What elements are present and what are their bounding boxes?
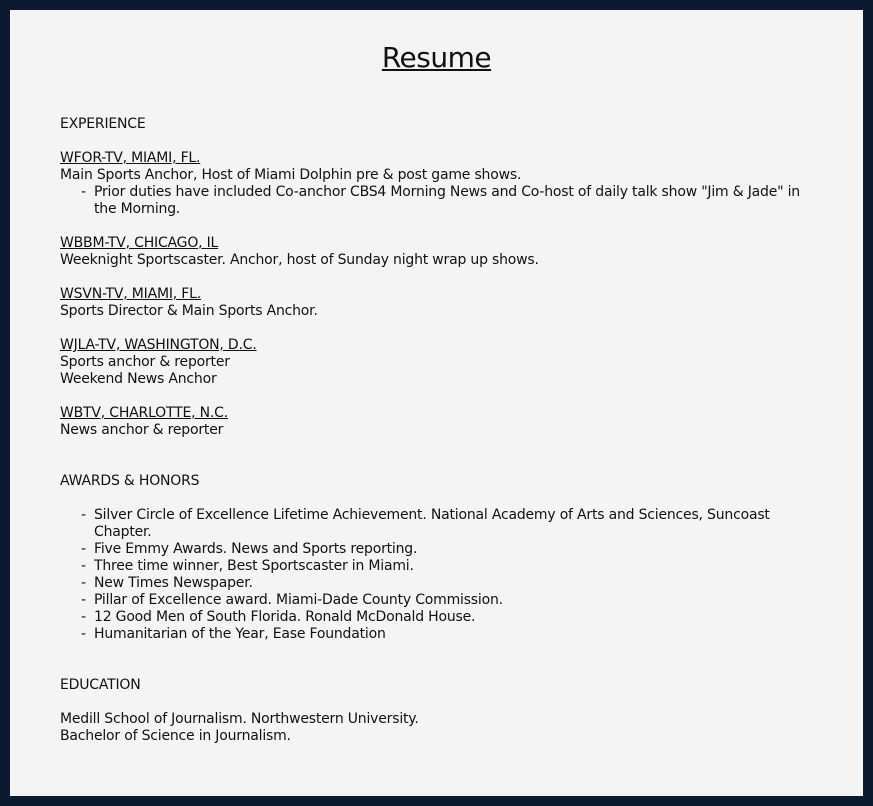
job-wjla	[60, 337, 863, 388]
job-bullet: - Prior duties have included Co-anchor CBS4 Morning News and Co-host of daily talk show "Jim & Jade" in the Morning.	[81, 184, 814, 218]
job-station: WBTV, CHARLOTTE, N.C.	[60, 405, 228, 421]
job-description: Main Sports Anchor, Host of Miami Dolphin pre & post game shows.	[60, 167, 522, 183]
experience-heading: EXPERIENCE	[60, 116, 146, 132]
resume-page	[10, 10, 863, 796]
award-item: - 12 Good Men of South Florida. Ronald McDonald House.	[81, 609, 814, 626]
job-description: News anchor & reporter	[60, 422, 224, 438]
award-item: - Pillar of Excellence award. Miami-Dade County Commission.	[81, 592, 814, 609]
awards-list	[60, 507, 863, 643]
education-school: Medill School of Journalism. Northwestern University.	[60, 711, 419, 727]
award-item: - Five Emmy Awards. News and Sports reporting.	[81, 541, 814, 558]
resume-content	[60, 116, 863, 745]
job-wbtv	[60, 405, 863, 439]
award-item: - Three time winner, Best Sportscaster in Miami.	[81, 558, 814, 575]
job-wsvn	[60, 286, 863, 320]
job-bullets	[60, 184, 863, 218]
job-station: WSVN-TV, MIAMI, FL.	[60, 286, 201, 302]
job-station: WBBM-TV, CHICAGO, IL	[60, 235, 219, 251]
job-station: WJLA-TV, WASHINGTON, D.C.	[60, 337, 257, 353]
education-heading: EDUCATION	[60, 677, 141, 693]
award-item: - Humanitarian of the Year, Ease Foundation	[81, 626, 814, 643]
page-title: Resume	[381, 41, 492, 74]
job-description: Weekend News Anchor	[60, 371, 217, 387]
education-degree: Bachelor of Science in Journalism.	[60, 728, 291, 744]
award-item: - Silver Circle of Excellence Lifetime Achievement. National Academy of Arts and Sciences, Suncoast Chapter.	[81, 507, 814, 541]
job-description: Sports Director & Main Sports Anchor.	[60, 303, 318, 319]
job-description: Weeknight Sportscaster. Anchor, host of Sunday night wrap up shows.	[60, 252, 539, 268]
awards-heading: AWARDS & HONORS	[60, 473, 200, 489]
job-description: Sports anchor & reporter	[60, 354, 230, 370]
job-wbbm	[60, 235, 863, 269]
job-station: WFOR-TV, MIAMI, FL.	[60, 150, 201, 166]
job-wfor	[60, 150, 863, 218]
award-item: - New Times Newspaper.	[81, 575, 814, 592]
